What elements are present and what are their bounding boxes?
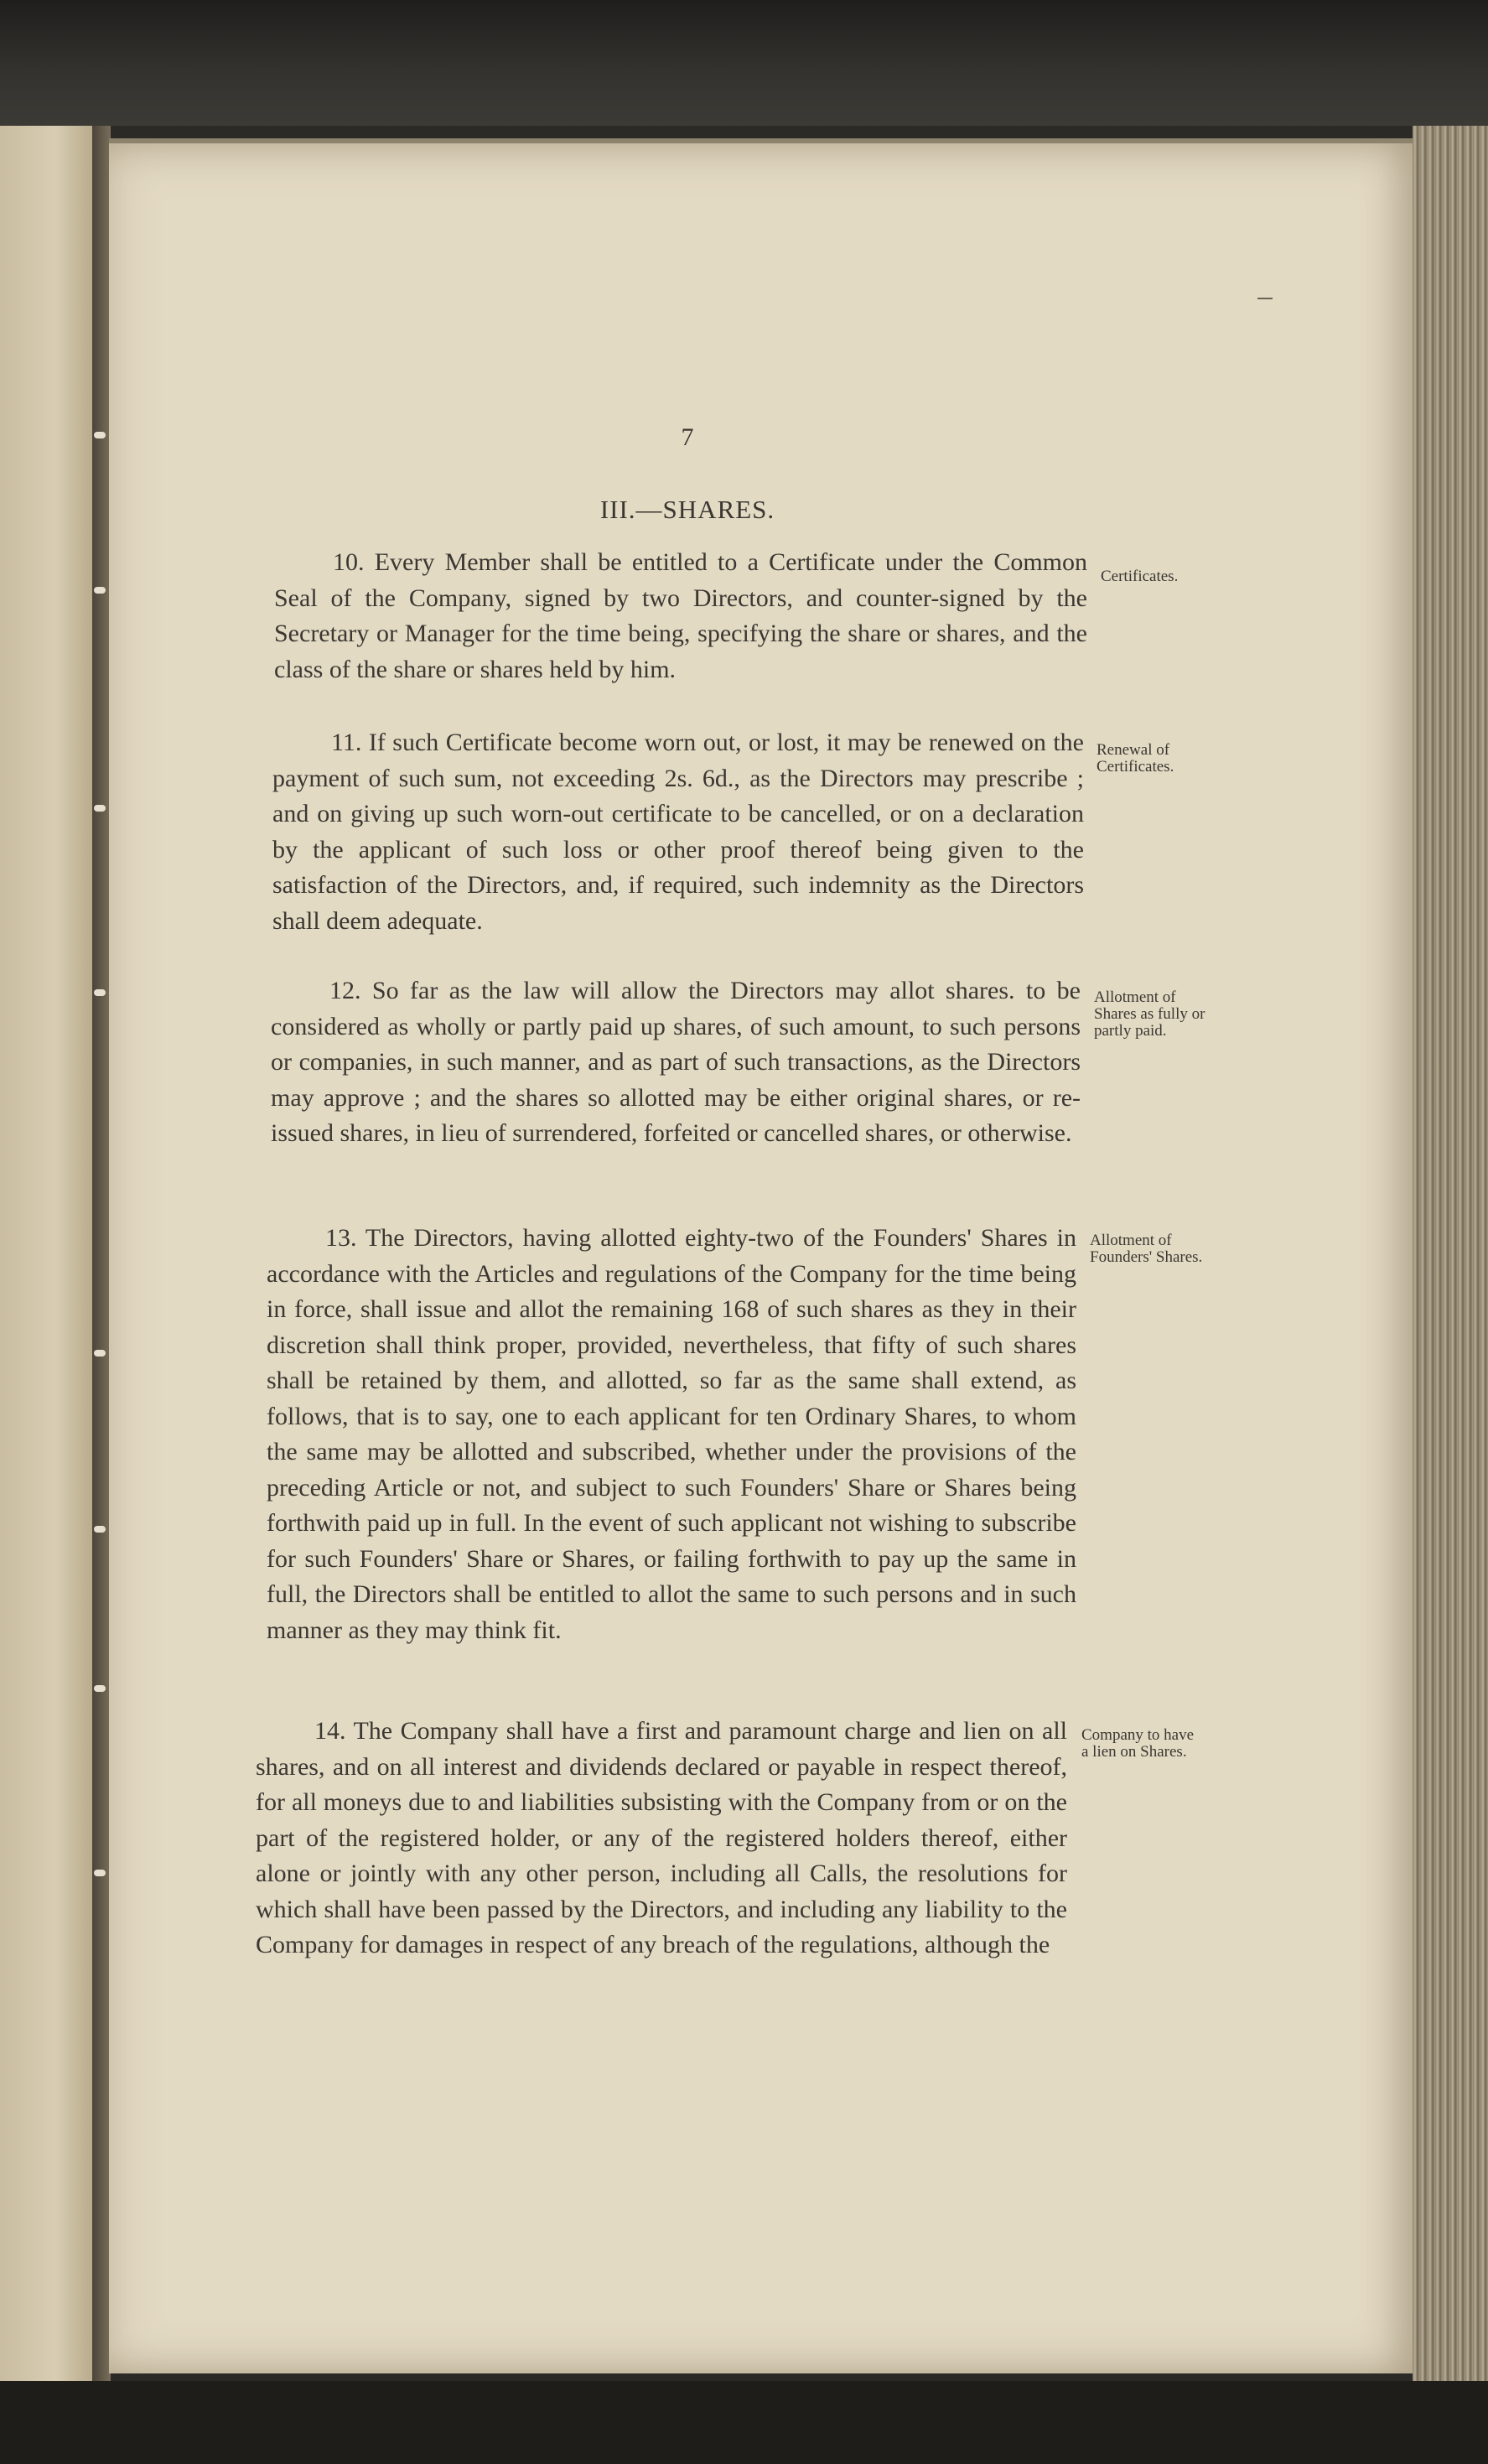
page-block-edges bbox=[1413, 126, 1488, 2389]
article-10: 10. Every Member shall be entitled to a Certificate under the Common Seal of the Company, signed by two Directors, and counter-signed by the Secretary or Manager for the time being, specifying the share or shares, and the class of the share or shares held by him. bbox=[274, 548, 1087, 683]
binding-stitch bbox=[94, 1526, 106, 1533]
page-number: 7 bbox=[681, 423, 694, 451]
binding-stitch bbox=[94, 805, 106, 812]
margin-note-14: Company to have a lien on Shares. bbox=[1081, 1726, 1195, 1761]
binding-stitch bbox=[94, 989, 106, 996]
margin-note-11: Renewal of Certificates. bbox=[1097, 741, 1174, 776]
article-13: 13. The Directors, having allotted eighty-two of the Founders' Shares in accordance with the Articles and regulations of the Company for the time being in force, shall issue and allot the remaining 168 of such shares as they in their discretion shall think proper, provided, nevertheless, that fifty of such shares shall be retained by them, and allotted, so far as the same shall extend, as follows, that is to say, one to each applicant for ten Ordinary Shares, to whom the same may be allotted and subscribed, whether under the provisions of the preceding Article or not, and subject to such Founders' Share or Shares being forthwith paid up in full. In the event of such applicant not wishing to subscribe for such Founders' Share or Shares, or failing forthwith to pay up the same in full, the Directors shall be entitled to allot the same to such persons and in such manner as they may think fit. bbox=[267, 1224, 1076, 1644]
article-14: 14. The Company shall have a first and paramount charge and lien on all shares, and on all interest and dividends declared or payable in respect thereof, for all moneys due to and liabilities subsisting with the Company from or on the part of the registered holder, or any of the registered holders thereof, either alone or jointly with any other person, including all Calls, the resolutions for which shall have been passed by the Directors, and including any liability to the Company for damages in respect of any breach of the regulations, although the bbox=[256, 1717, 1067, 1958]
margin-note-12: Allotment of Shares as fully or partly paid. bbox=[1094, 988, 1205, 1040]
scan-background-top bbox=[0, 0, 1488, 126]
margin-note-10: Certificates. bbox=[1101, 568, 1179, 585]
left-page-edge bbox=[0, 126, 95, 2381]
page-mark bbox=[1257, 298, 1273, 299]
article-12: 12. So far as the law will allow the Directors may allot shares. to be considered as wholly or partly paid up shares, of such amount, to such persons or companies, in such manner, and as part of such transactions, as the Directors may approve ; and the shares so allotted may be either original shares, or re-issued shares, in lieu of surrendered, forfeited or cancelled shares, or otherwise. bbox=[271, 977, 1081, 1147]
article-11: 11. If such Certificate become worn out, or lost, it may be renewed on the payment of such sum, not exceeding 2s. 6d., as the Directors may prescribe ; and on giving up such worn-out certificate to be cancelled, or on a declaration by the applicant of such loss or other proof thereof being given to the satisfaction of the Directors, and, if required, such indemnity as the Directors shall deem adequate. bbox=[272, 729, 1084, 935]
section-heading: III.—SHARES. bbox=[599, 495, 775, 524]
book-gutter bbox=[92, 126, 111, 2389]
binding-stitch bbox=[94, 587, 106, 594]
scan-background-bottom bbox=[0, 2381, 1488, 2464]
binding-stitch bbox=[94, 1870, 106, 1876]
binding-stitch bbox=[94, 1685, 106, 1692]
binding-stitch bbox=[94, 432, 106, 438]
margin-note-13: Allotment of Founders' Shares. bbox=[1090, 1232, 1203, 1266]
binding-stitch bbox=[94, 1350, 106, 1356]
